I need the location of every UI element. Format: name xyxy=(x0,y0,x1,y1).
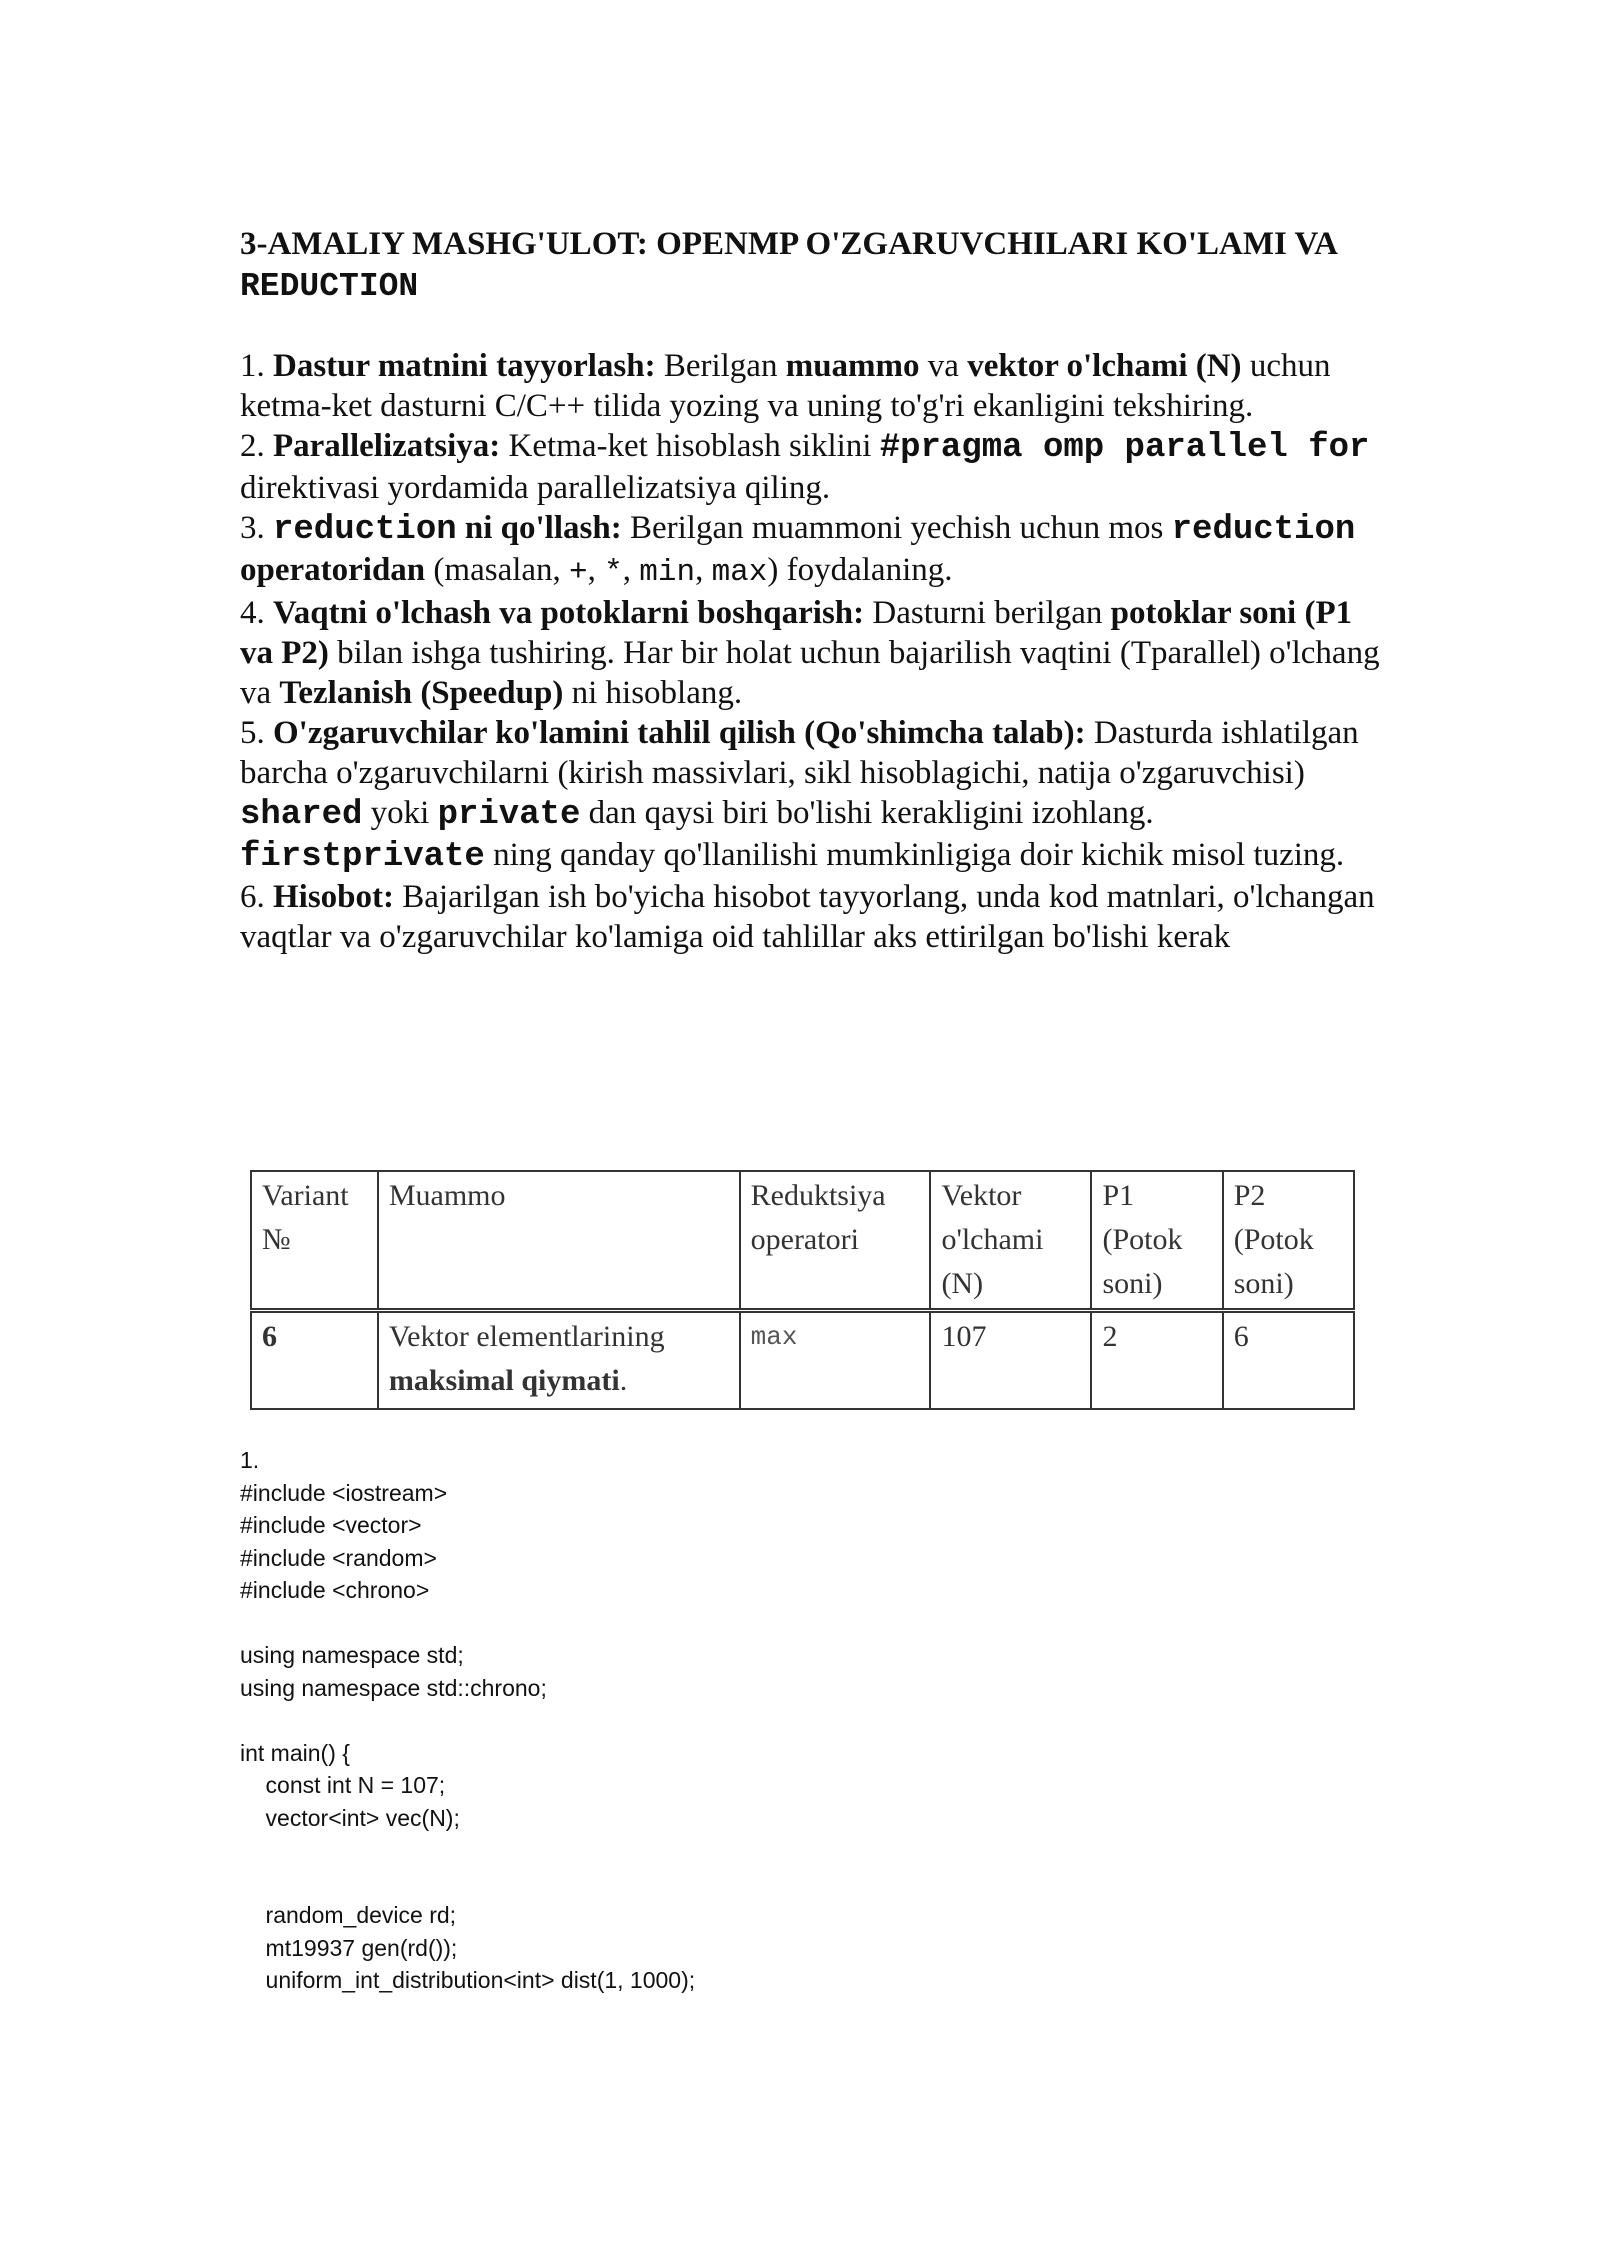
code-line: mt19937 gen(rd()); xyxy=(240,1934,458,1961)
header-p1 xyxy=(1091,1171,1222,1311)
task-item-3 xyxy=(240,508,1390,593)
inline-code: reduction xyxy=(273,511,457,549)
code-line: #include <random> xyxy=(240,1544,437,1571)
inline-code: reduction xyxy=(1171,511,1356,549)
header-line: Variant xyxy=(262,1179,349,1212)
inline-code: private xyxy=(437,796,581,834)
cell-muammo xyxy=(378,1311,740,1410)
code-line xyxy=(240,1834,1390,1867)
item-heading: ni qo'llash: xyxy=(456,510,622,546)
header-line: o'lchami xyxy=(941,1223,1044,1256)
inline-code: shared xyxy=(240,796,363,834)
header-line: (N) xyxy=(941,1267,984,1300)
header-line: (Potok xyxy=(1233,1223,1314,1256)
item-text: bilan ishga tushiring. Har bir holat uchun bajarilish vaqtini (Tparallel) o'lchang va xyxy=(240,635,1380,711)
muammo-period: . xyxy=(619,1364,628,1397)
inline-code: + xyxy=(569,555,588,590)
code-listing xyxy=(240,1444,1390,1997)
cell-p2: 6 xyxy=(1223,1311,1354,1410)
inline-code: * xyxy=(604,555,623,590)
header-muammo xyxy=(378,1171,740,1311)
muammo-line: Vektor elementlarining xyxy=(388,1320,665,1353)
item-heading: Vaqtni o'lchash va potoklarni boshqarish: xyxy=(273,595,865,631)
item-text: Dasturda ishlatilgan barcha o'zgaruvchilarni (kirish massivlari, sikl hisoblagichi, natija o'zgaruvchisi) xyxy=(240,715,1359,791)
code-line: uniform_int_distribution<int> dist(1, 1000); xyxy=(240,1967,696,1993)
item-emphasis: muammo xyxy=(785,348,920,384)
inline-code: #pragma omp parallel for xyxy=(879,429,1370,467)
code-line: using namespace std; xyxy=(240,1642,464,1668)
code-line: #include <vector> xyxy=(240,1512,422,1538)
inline-code: firstprivate xyxy=(240,838,485,876)
code-line: using namespace std::chrono; xyxy=(240,1674,547,1701)
item-text: va xyxy=(919,348,968,384)
header-vector-size xyxy=(930,1171,1091,1311)
table-header-row xyxy=(251,1171,1354,1311)
page-title xyxy=(240,224,1390,307)
item-text: dan qaysi biri bo'lishi kerakligini izohlang. xyxy=(580,795,1154,831)
item-text: ning qanday qo'llanilishi mumkinligiga doir kichik misol tuzing. xyxy=(484,837,1345,873)
item-number: 5. xyxy=(240,715,273,751)
item-text: , xyxy=(587,552,605,588)
header-line: Muammo xyxy=(388,1179,506,1212)
task-item-1 xyxy=(240,346,1390,426)
header-line: operatori xyxy=(750,1223,859,1256)
item-text: Bajarilgan ish bo'yicha hisobot tayyorlang, unda kod matnlari, o'lchangan vaqtlar va o'zgaruvchilar ko'lamiga oid tahlillar aks ettirilgan bo'lishi kerak xyxy=(240,879,1375,955)
task-item-4 xyxy=(240,593,1390,713)
item-text: uchun ketma-ket dasturni C/C++ tilida yozing va uning to'g'ri ekanligini tekshiring. xyxy=(240,348,1331,424)
item-text: Berilgan xyxy=(655,348,786,384)
code-line: const int N = 107; xyxy=(240,1772,446,1798)
code-line xyxy=(240,1607,1390,1640)
header-line: № xyxy=(262,1223,291,1256)
item-emphasis: potoklar soni (P1 va P2) xyxy=(240,595,1353,671)
item-emphasis: operatoridan xyxy=(240,552,426,588)
task-item-5 xyxy=(240,713,1390,877)
cell-p1: 2 xyxy=(1091,1311,1222,1410)
variant-table xyxy=(250,1170,1355,1410)
header-line: soni) xyxy=(1233,1267,1294,1300)
header-line: P2 xyxy=(1233,1179,1266,1212)
task-item-6 xyxy=(240,877,1390,957)
code-line: int main() { xyxy=(240,1739,350,1766)
item-emphasis: vektor o'lchami (N) xyxy=(967,348,1242,384)
cell-variant: 6 xyxy=(251,1311,378,1410)
item-text: ) foydalaning. xyxy=(767,552,953,588)
item-text: Ketma-ket hisoblash siklini xyxy=(500,428,880,464)
item-heading: Parallelizatsiya: xyxy=(273,428,501,464)
header-line: P1 xyxy=(1102,1179,1135,1212)
muammo-emphasis: maksimal qiymati xyxy=(388,1364,620,1397)
code-line xyxy=(240,1704,1390,1737)
item-text: Berilgan muammoni yechish uchun mos xyxy=(621,510,1172,546)
inline-code: min xyxy=(639,555,696,590)
code-line: vector<int> vec(N); xyxy=(240,1804,460,1831)
item-number: 3. xyxy=(240,510,273,546)
header-p2 xyxy=(1223,1171,1354,1311)
title-code: REDUCTION xyxy=(240,268,419,305)
code-line: #include <chrono> xyxy=(240,1577,430,1603)
item-text: (masalan, xyxy=(425,552,570,588)
code-line: random_device rd; xyxy=(240,1902,457,1928)
item-text: ni hisoblang. xyxy=(563,675,743,711)
table-row xyxy=(251,1311,1354,1410)
title-text: 3-AMALIY MASHG'ULOT: OPENMP O'ZGARUVCHILARI KO'LAMI VA xyxy=(240,226,1337,262)
header-line: soni) xyxy=(1102,1267,1163,1300)
item-text: , xyxy=(695,552,712,588)
header-variant xyxy=(251,1171,378,1311)
item-text: , xyxy=(622,552,640,588)
item-heading: O'zgaruvchilar ko'lamini tahlil qilish (Qo'shimcha talab): xyxy=(273,715,1086,751)
item-text: direktivasi yordamida parallelizatsiya qiling. xyxy=(240,470,831,506)
item-heading: Hisobot: xyxy=(273,879,395,915)
item-number: 4. xyxy=(240,595,273,631)
header-line: Reduktsiya xyxy=(750,1179,886,1212)
item-text: Dasturni berilgan xyxy=(864,595,1111,631)
cell-operator: max xyxy=(740,1311,931,1410)
cell-vector-size: 107 xyxy=(930,1311,1091,1410)
muammo-line xyxy=(389,1359,729,1403)
header-operator xyxy=(740,1171,931,1311)
item-text: yoki xyxy=(362,795,438,831)
item-emphasis: Tezlanish (Speedup) xyxy=(279,675,564,711)
header-line: (Potok xyxy=(1102,1223,1183,1256)
header-line: Vektor xyxy=(941,1179,1022,1212)
item-number: 6. xyxy=(240,879,273,915)
item-heading: Dastur matnini tayyorlash: xyxy=(273,348,656,384)
inline-code: max xyxy=(711,555,768,590)
variant-table-container xyxy=(250,1170,1355,1410)
item-number: 1. xyxy=(240,348,273,384)
code-line xyxy=(240,1867,1390,1900)
task-item-2 xyxy=(240,426,1390,508)
code-line: 1. xyxy=(240,1447,260,1473)
code-line: #include <iostream> xyxy=(240,1479,448,1506)
task-list xyxy=(240,346,1390,957)
item-number: 2. xyxy=(240,428,273,464)
